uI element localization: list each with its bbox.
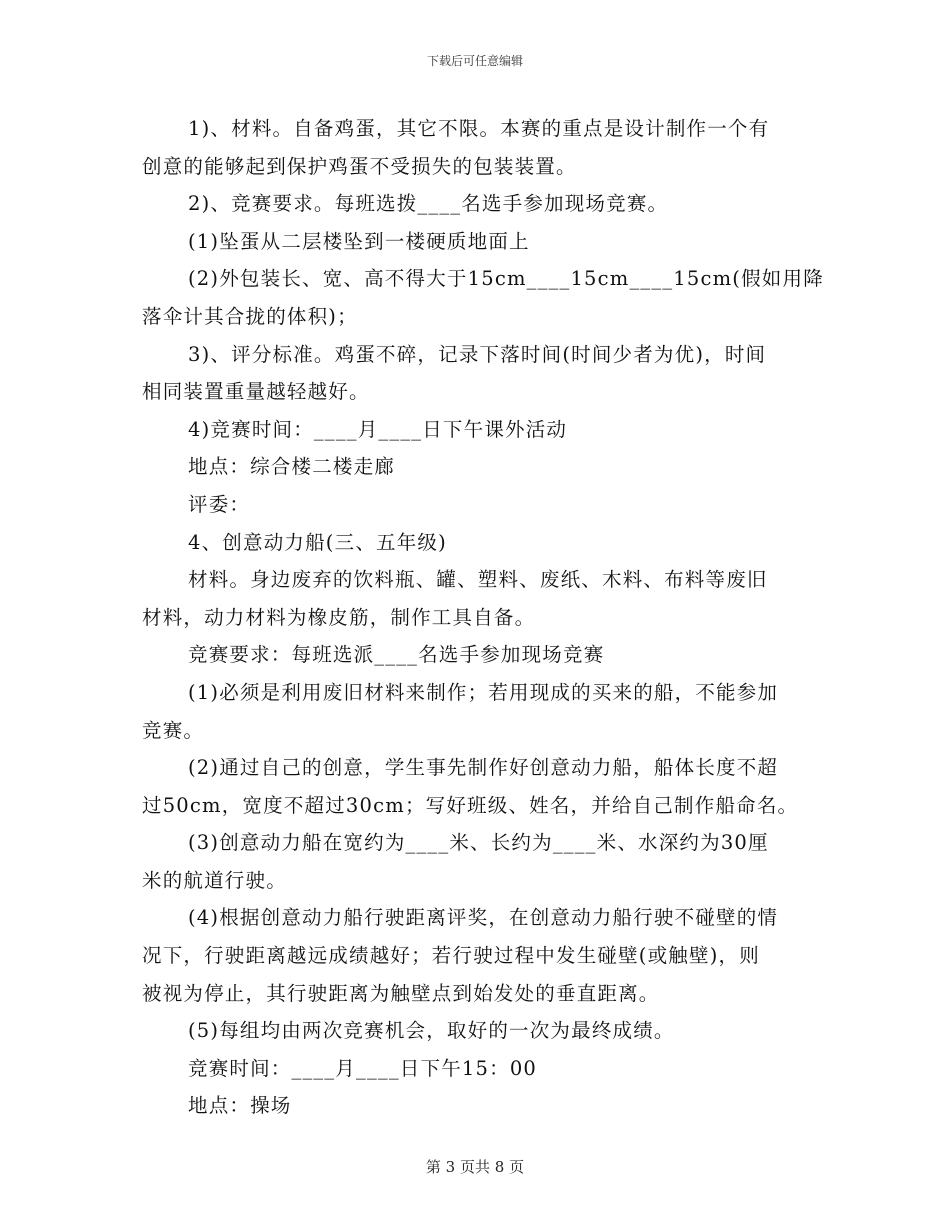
paragraph-line: 竞赛。: [142, 718, 205, 742]
paragraph-line: (1)坠蛋从二层楼坠到一楼硬质地面上: [188, 229, 530, 253]
paragraph-line: (4)根据创意动力船行驶距离评奖，在创意动力船行驶不碰壁的情: [188, 906, 779, 930]
paragraph-line: 被视为停止，其行驶距离为触壁点到始发处的垂直距离。: [142, 981, 660, 1005]
paragraph-line: (2)外包装长、宽、高不得大于15cm____15cm____15cm(假如用降: [188, 267, 824, 291]
section-heading: 4、创意动力船(三、五年级): [188, 530, 447, 554]
paragraph-line: (1)必须是利用废旧材料来制作；若用现成的买来的船，不能参加: [188, 680, 779, 704]
paragraph-line: 4)竞赛时间：____月____日下午课外活动: [188, 417, 568, 441]
paragraph-line: 竞赛要求：每班选派____名选手参加现场竞赛: [188, 643, 605, 667]
paragraph-line: (3)创意动力船在宽约为____米、长约为____米、水深约为30厘: [188, 831, 769, 855]
paragraph-line: 创意的能够起到保护鸡蛋不受损失的包装装置。: [142, 154, 577, 178]
paragraph-line: 竞赛时间：____月____日下午15：00: [188, 1056, 538, 1080]
paragraph-line: 过50cm，宽度不超过30cm；写好班级、姓名，并给自己制作船命名。: [142, 793, 799, 817]
paragraph-line: 相同装置重量越轻越好。: [142, 380, 370, 404]
paragraph-line: 米的航道行驶。: [142, 868, 287, 892]
page-header: 下载后可任意编辑: [426, 54, 523, 68]
paragraph-line: 况下，行驶距离越远成绩越好；若行驶过程中发生碰壁(或触壁)，则: [142, 944, 760, 968]
paragraph-line: 落伞计其合拢的体积)；: [142, 304, 358, 328]
paragraph-line: 地点：综合楼二楼走廊: [188, 455, 396, 479]
paragraph-line: 材料。身边废弃的饮料瓶、罐、塑料、废纸、木料、布料等废旧: [188, 568, 768, 592]
page-footer: 第 3 页共 8 页: [425, 1158, 525, 1176]
paragraph-line: 地点：操场: [188, 1094, 292, 1118]
paragraph-line: 材料，动力材料为橡皮筋，制作工具自备。: [142, 605, 536, 629]
document-body: [142, 110, 824, 1125]
paragraph-line: 2)、竞赛要求。每班选拨____名选手参加现场竞赛。: [188, 192, 669, 216]
paragraph-line: 评委：: [188, 492, 251, 516]
paragraph-line: 1)、材料。自备鸡蛋，其它不限。本赛的重点是设计制作一个有: [188, 117, 770, 140]
paragraph-line: (2)通过自己的创意，学生事先制作好创意动力船，船体长度不超: [188, 756, 779, 780]
paragraph-line: (5)每组均由两次竞赛机会，取好的一次为最终成绩。: [188, 1019, 675, 1043]
paragraph-line: 3)、评分标准。鸡蛋不碎，记录下落时间(时间少者为优)，时间: [188, 342, 767, 366]
